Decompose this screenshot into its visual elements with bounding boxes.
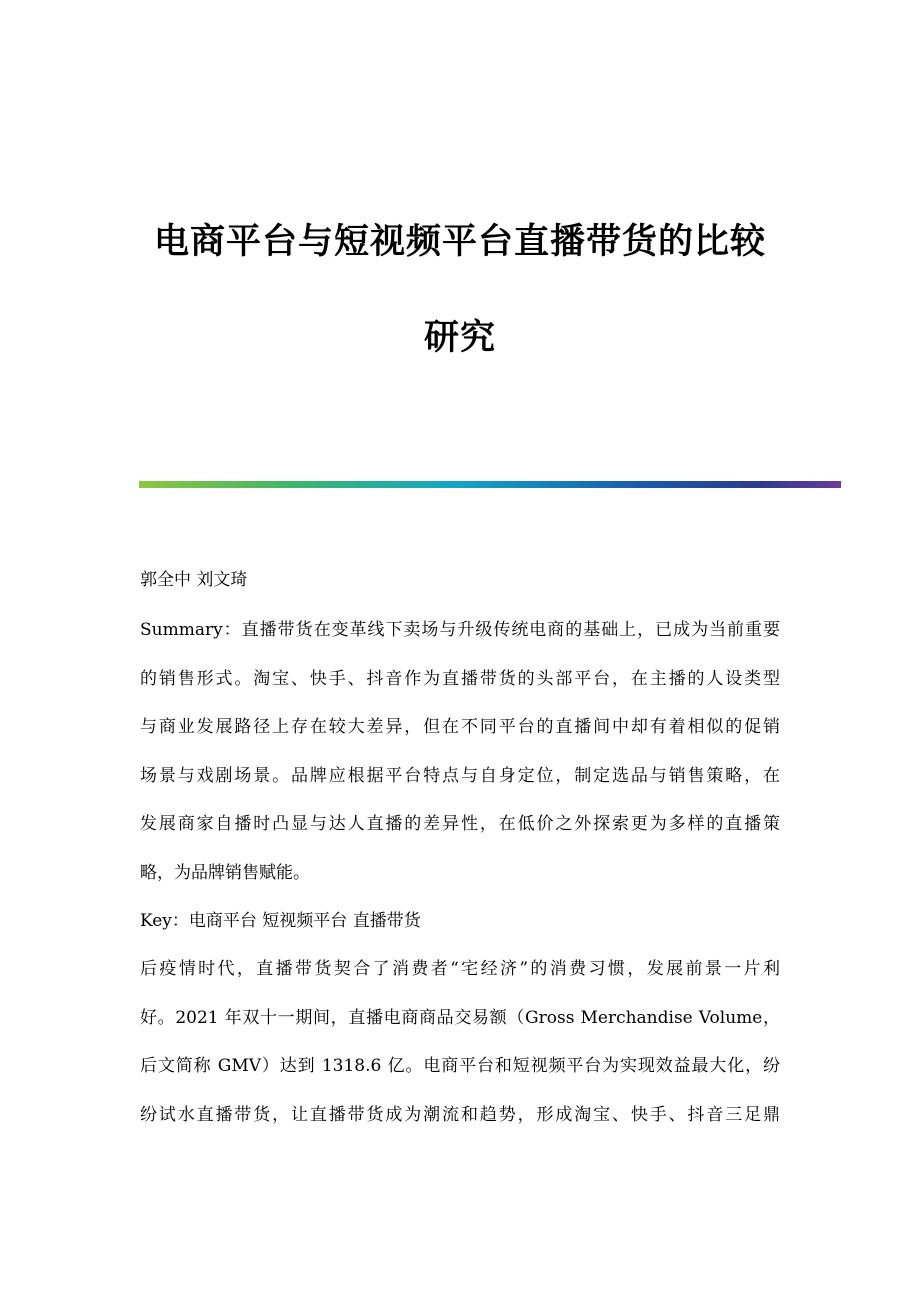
body-line: 后疫情时代，直播带货契合了消费者“宅经济”的消费习惯，发展前景一片利 — [140, 959, 780, 979]
summary-line: 的销售形式。淘宝、快手、抖音作为直播带货的头部平台，在主播的人设类型 — [140, 668, 780, 689]
summary-line: 场景与戏剧场景。品牌应根据平台特点与自身定位，制定选品与销售策略，在 — [140, 765, 780, 786]
summary-paragraph — [140, 606, 780, 897]
keywords — [140, 897, 780, 946]
body-line: 后文简称 GMV）达到 1318.6 亿。电商平台和短视频平台为实现效益最大化，纷 — [140, 1056, 780, 1076]
body-line: 好。2021 年双十一期间，直播电商商品交易额（Gross Merchandise Volume， — [140, 1007, 780, 1028]
keywords-text: Key：电商平台 短视频平台 直播带货 — [140, 911, 421, 931]
title-divider — [139, 481, 841, 488]
body-paragraph — [140, 945, 780, 1139]
summary-line: Summary：直播带货在变革线下卖场与升级传统电商的基础上，已成为当前重要 — [140, 620, 780, 640]
summary-line: 发展商家自播时凸显与达人直播的差异性，在低价之外探索更为多样的直播策 — [140, 814, 780, 834]
title-line-2: 研究 — [423, 317, 496, 358]
body-line: 纷试水直播带货，让直播带货成为潮流和趋势，形成淘宝、快手、抖音三足鼎 — [140, 1104, 780, 1125]
summary-line: 略，为品牌销售赋能。 — [140, 862, 310, 883]
summary-line: 与商业发展路径上存在较大差异，但在不同平台的直播间中却有着相似的促销 — [140, 717, 780, 737]
title-line-1: 电商平台与短视频平台直播带货的比较 — [153, 221, 766, 262]
authors-text: 郭全中 刘文琦 — [140, 570, 248, 590]
authors — [140, 556, 780, 605]
